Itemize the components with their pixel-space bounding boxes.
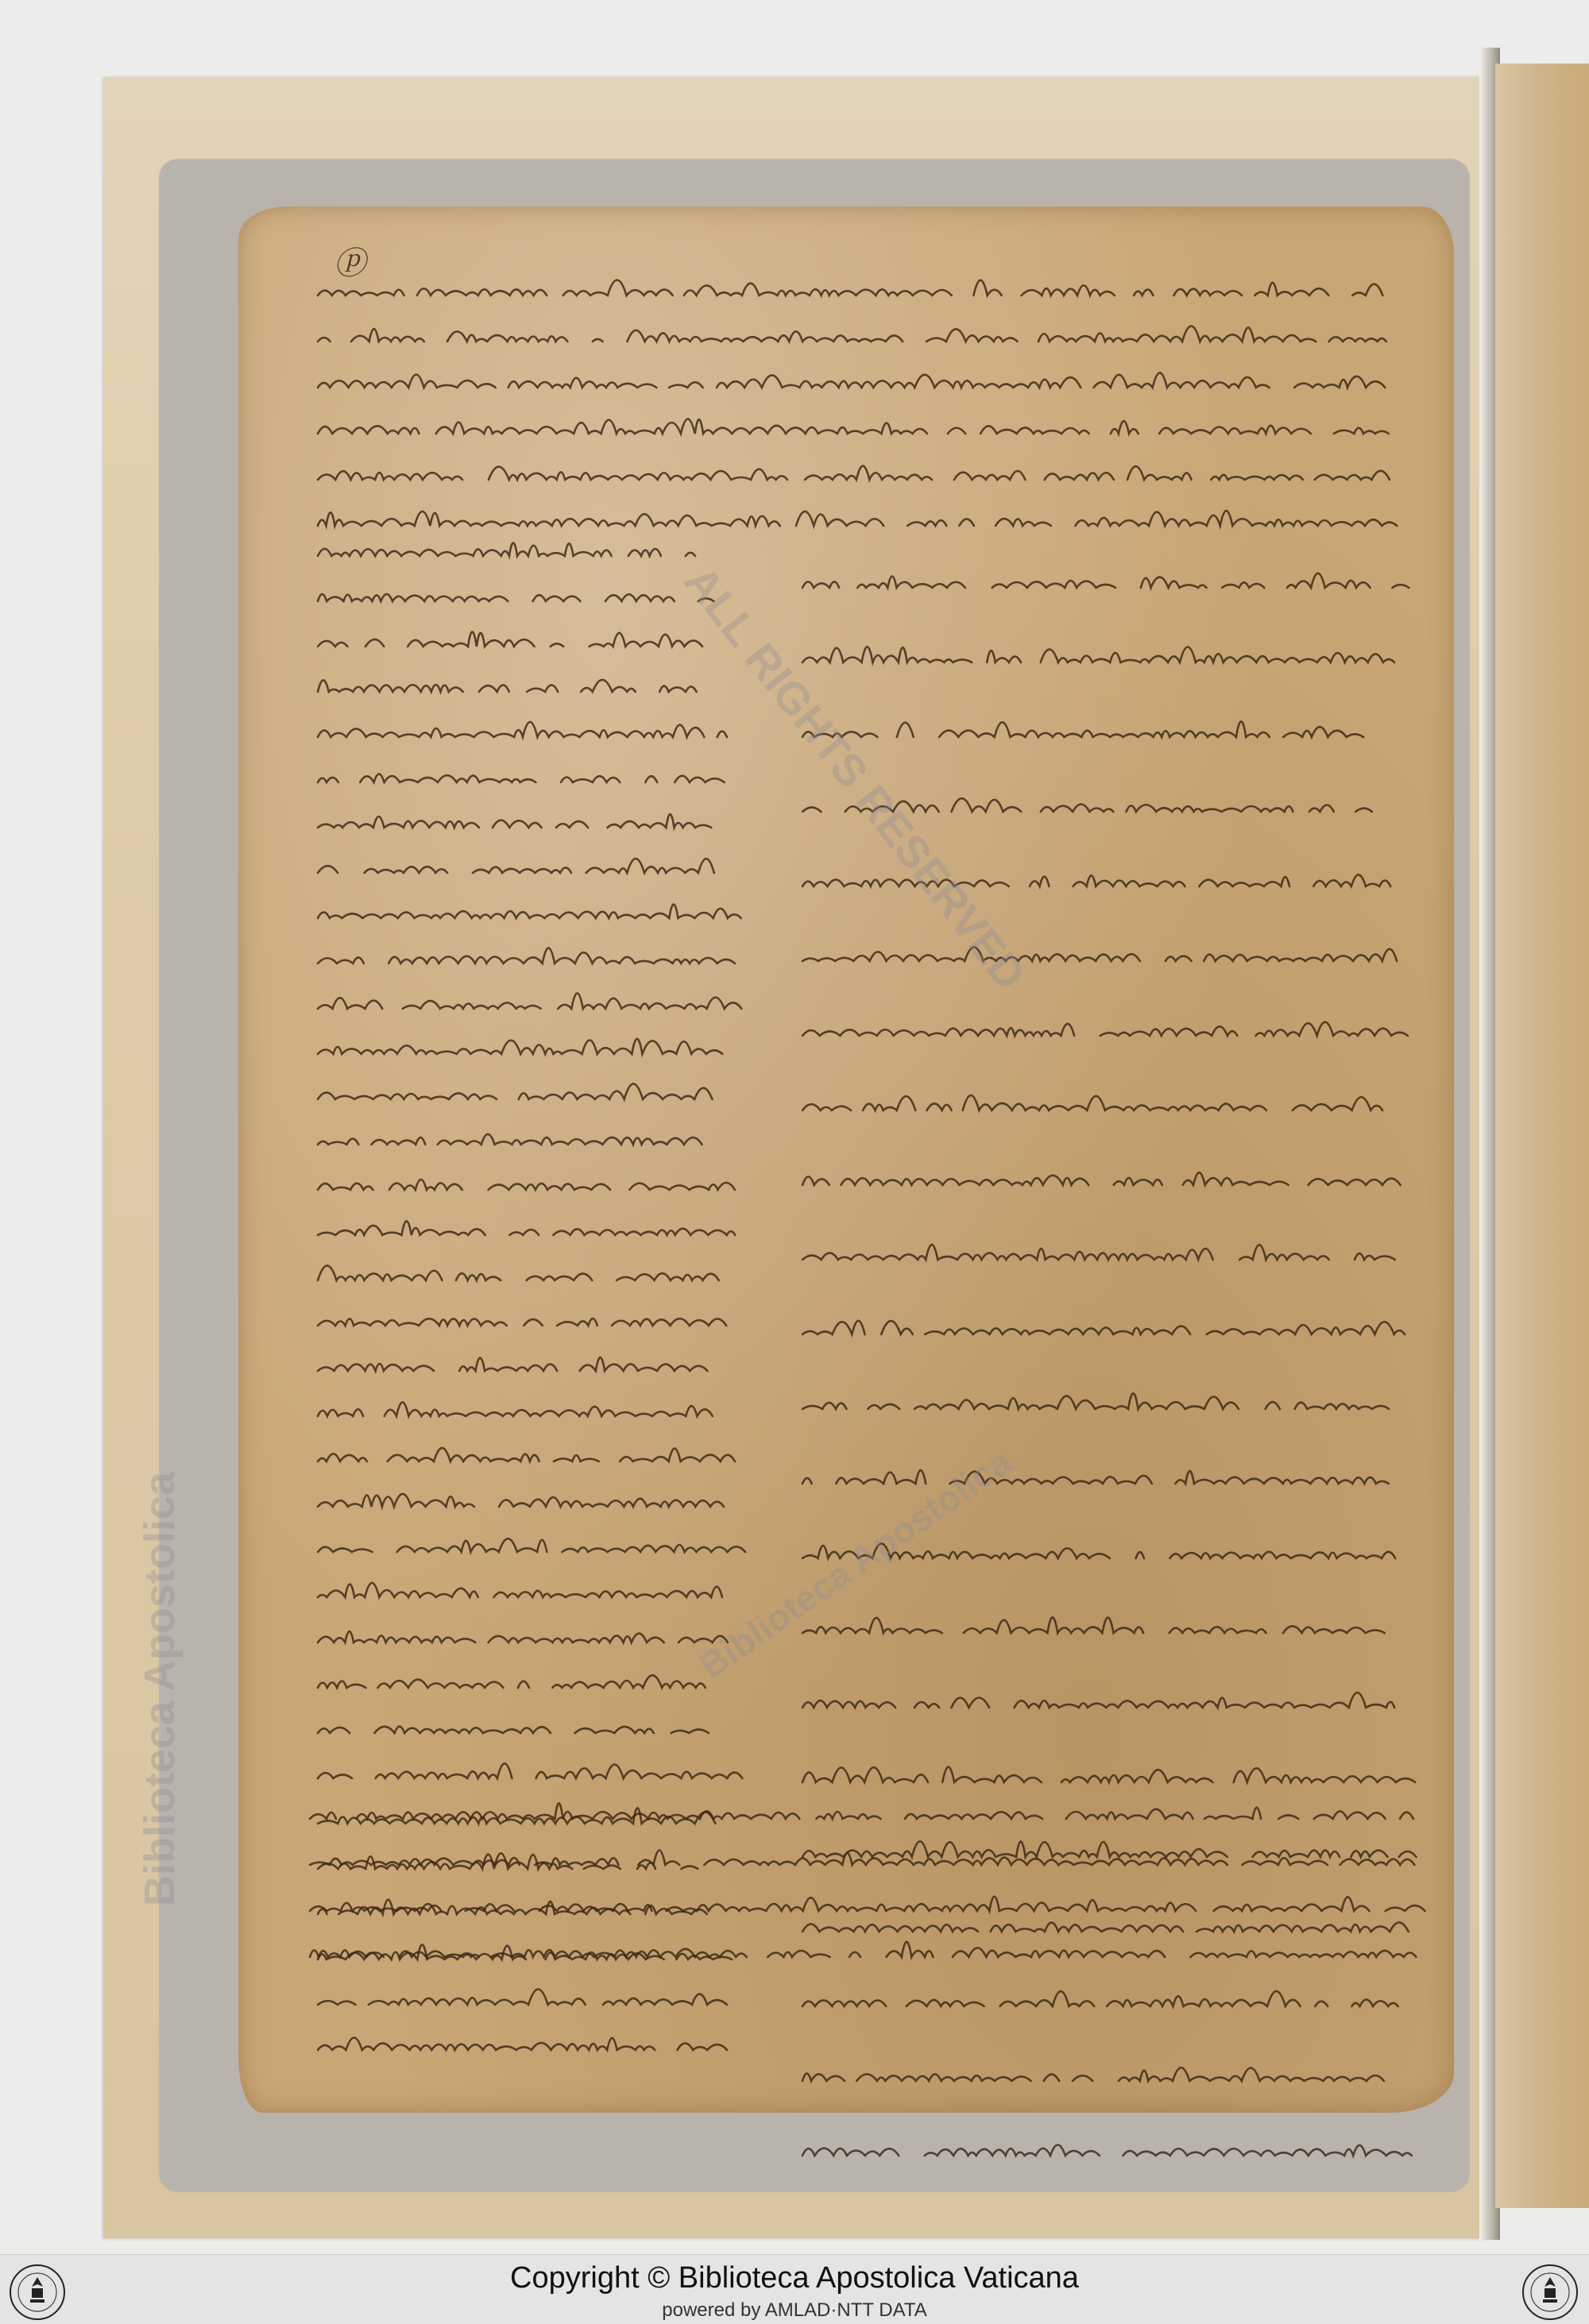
left-column-line-25 — [318, 1675, 718, 1688]
left-column-line-14 — [318, 1179, 750, 1190]
left-column-line-11 — [318, 1039, 722, 1054]
powered-by-text: powered by AMLAD·NTT DATA — [662, 2299, 927, 2321]
left-column-line-17 — [318, 1318, 726, 1326]
left-column-line-6 — [318, 814, 735, 828]
watermark-lower: Biblioteca Apostolica — [691, 1440, 1019, 1687]
right-column-line-3 — [802, 798, 1393, 812]
footer-text-line-3 — [310, 1942, 1416, 1957]
right-column-line-2 — [802, 721, 1385, 737]
right-column-line-4 — [802, 874, 1405, 886]
watermark-left: Biblioteca Apostolica — [136, 1471, 184, 1906]
right-column-line-8 — [802, 1172, 1401, 1185]
left-column-line-33 — [318, 2038, 727, 2051]
right-column-line-15 — [802, 1693, 1415, 1708]
left-column-line-5 — [318, 774, 725, 782]
footer-text-line-0 — [310, 1803, 1413, 1819]
right-column-line-17 — [802, 1841, 1432, 1857]
left-column-line-22 — [318, 1538, 745, 1552]
left-column-line-10 — [318, 993, 765, 1009]
header-text-line-3 — [318, 419, 1389, 434]
left-column-line-18 — [318, 1357, 707, 1371]
header-text-line-4 — [318, 466, 1390, 480]
right-column-line-18 — [802, 1922, 1424, 1932]
copyright-notice: Copyright © Biblioteca Apostolica Vaticana — [510, 2261, 1079, 2295]
right-column-line-16 — [802, 1767, 1415, 1782]
left-column-line-32 — [318, 1990, 727, 2006]
header-text-line-1 — [318, 326, 1386, 342]
left-column-line-30 — [318, 1900, 707, 1914]
right-column-line-7 — [802, 1095, 1382, 1110]
left-column-line-1 — [318, 594, 713, 601]
header-text-line-2 — [318, 373, 1385, 388]
left-column-line-4 — [318, 722, 727, 737]
right-column-line-1 — [802, 647, 1394, 662]
folio-mark: ⓟ — [334, 245, 365, 282]
left-column-line-16 — [318, 1265, 740, 1280]
right-column-line-20 — [802, 2067, 1395, 2081]
right-column-line-21 — [802, 2145, 1412, 2156]
watermark-center: ALL RIGHTS RESERVED — [675, 556, 1037, 999]
left-column-line-0 — [318, 542, 695, 556]
left-column-line-9 — [318, 948, 735, 963]
footer-bar — [0, 2254, 1589, 2324]
right-column-line-12 — [802, 1470, 1389, 1484]
left-column-line-21 — [318, 1494, 724, 1507]
left-column-line-12 — [318, 1084, 713, 1099]
right-column-line-14 — [802, 1617, 1396, 1633]
left-column-line-19 — [318, 1402, 713, 1416]
left-column-line-2 — [318, 631, 702, 647]
left-column-line-13 — [318, 1134, 702, 1145]
left-column-line-7 — [318, 859, 714, 873]
left-column-line-24 — [318, 1631, 728, 1643]
header-text-line-0 — [318, 280, 1382, 295]
right-column-line-19 — [802, 1991, 1398, 2006]
header-text-line-5 — [318, 511, 1397, 526]
right-column-line-10 — [802, 1321, 1405, 1334]
left-column-line-3 — [318, 680, 697, 692]
left-column-line-8 — [318, 905, 741, 918]
right-column-line-0 — [802, 573, 1409, 588]
right-column-line-9 — [802, 1245, 1395, 1260]
left-column-line-15 — [318, 1221, 735, 1235]
right-column-line-5 — [802, 947, 1397, 961]
right-column-line-11 — [802, 1393, 1389, 1409]
vatican-library-logo-right — [1521, 2263, 1579, 2322]
left-column-line-23 — [318, 1583, 722, 1597]
right-column-line-6 — [802, 1022, 1408, 1036]
right-column-line-13 — [802, 1543, 1395, 1558]
left-column-line-27 — [318, 1763, 742, 1778]
footer-text-line-2 — [310, 1897, 1425, 1911]
left-column-line-20 — [318, 1448, 735, 1461]
left-column-line-26 — [318, 1727, 734, 1733]
